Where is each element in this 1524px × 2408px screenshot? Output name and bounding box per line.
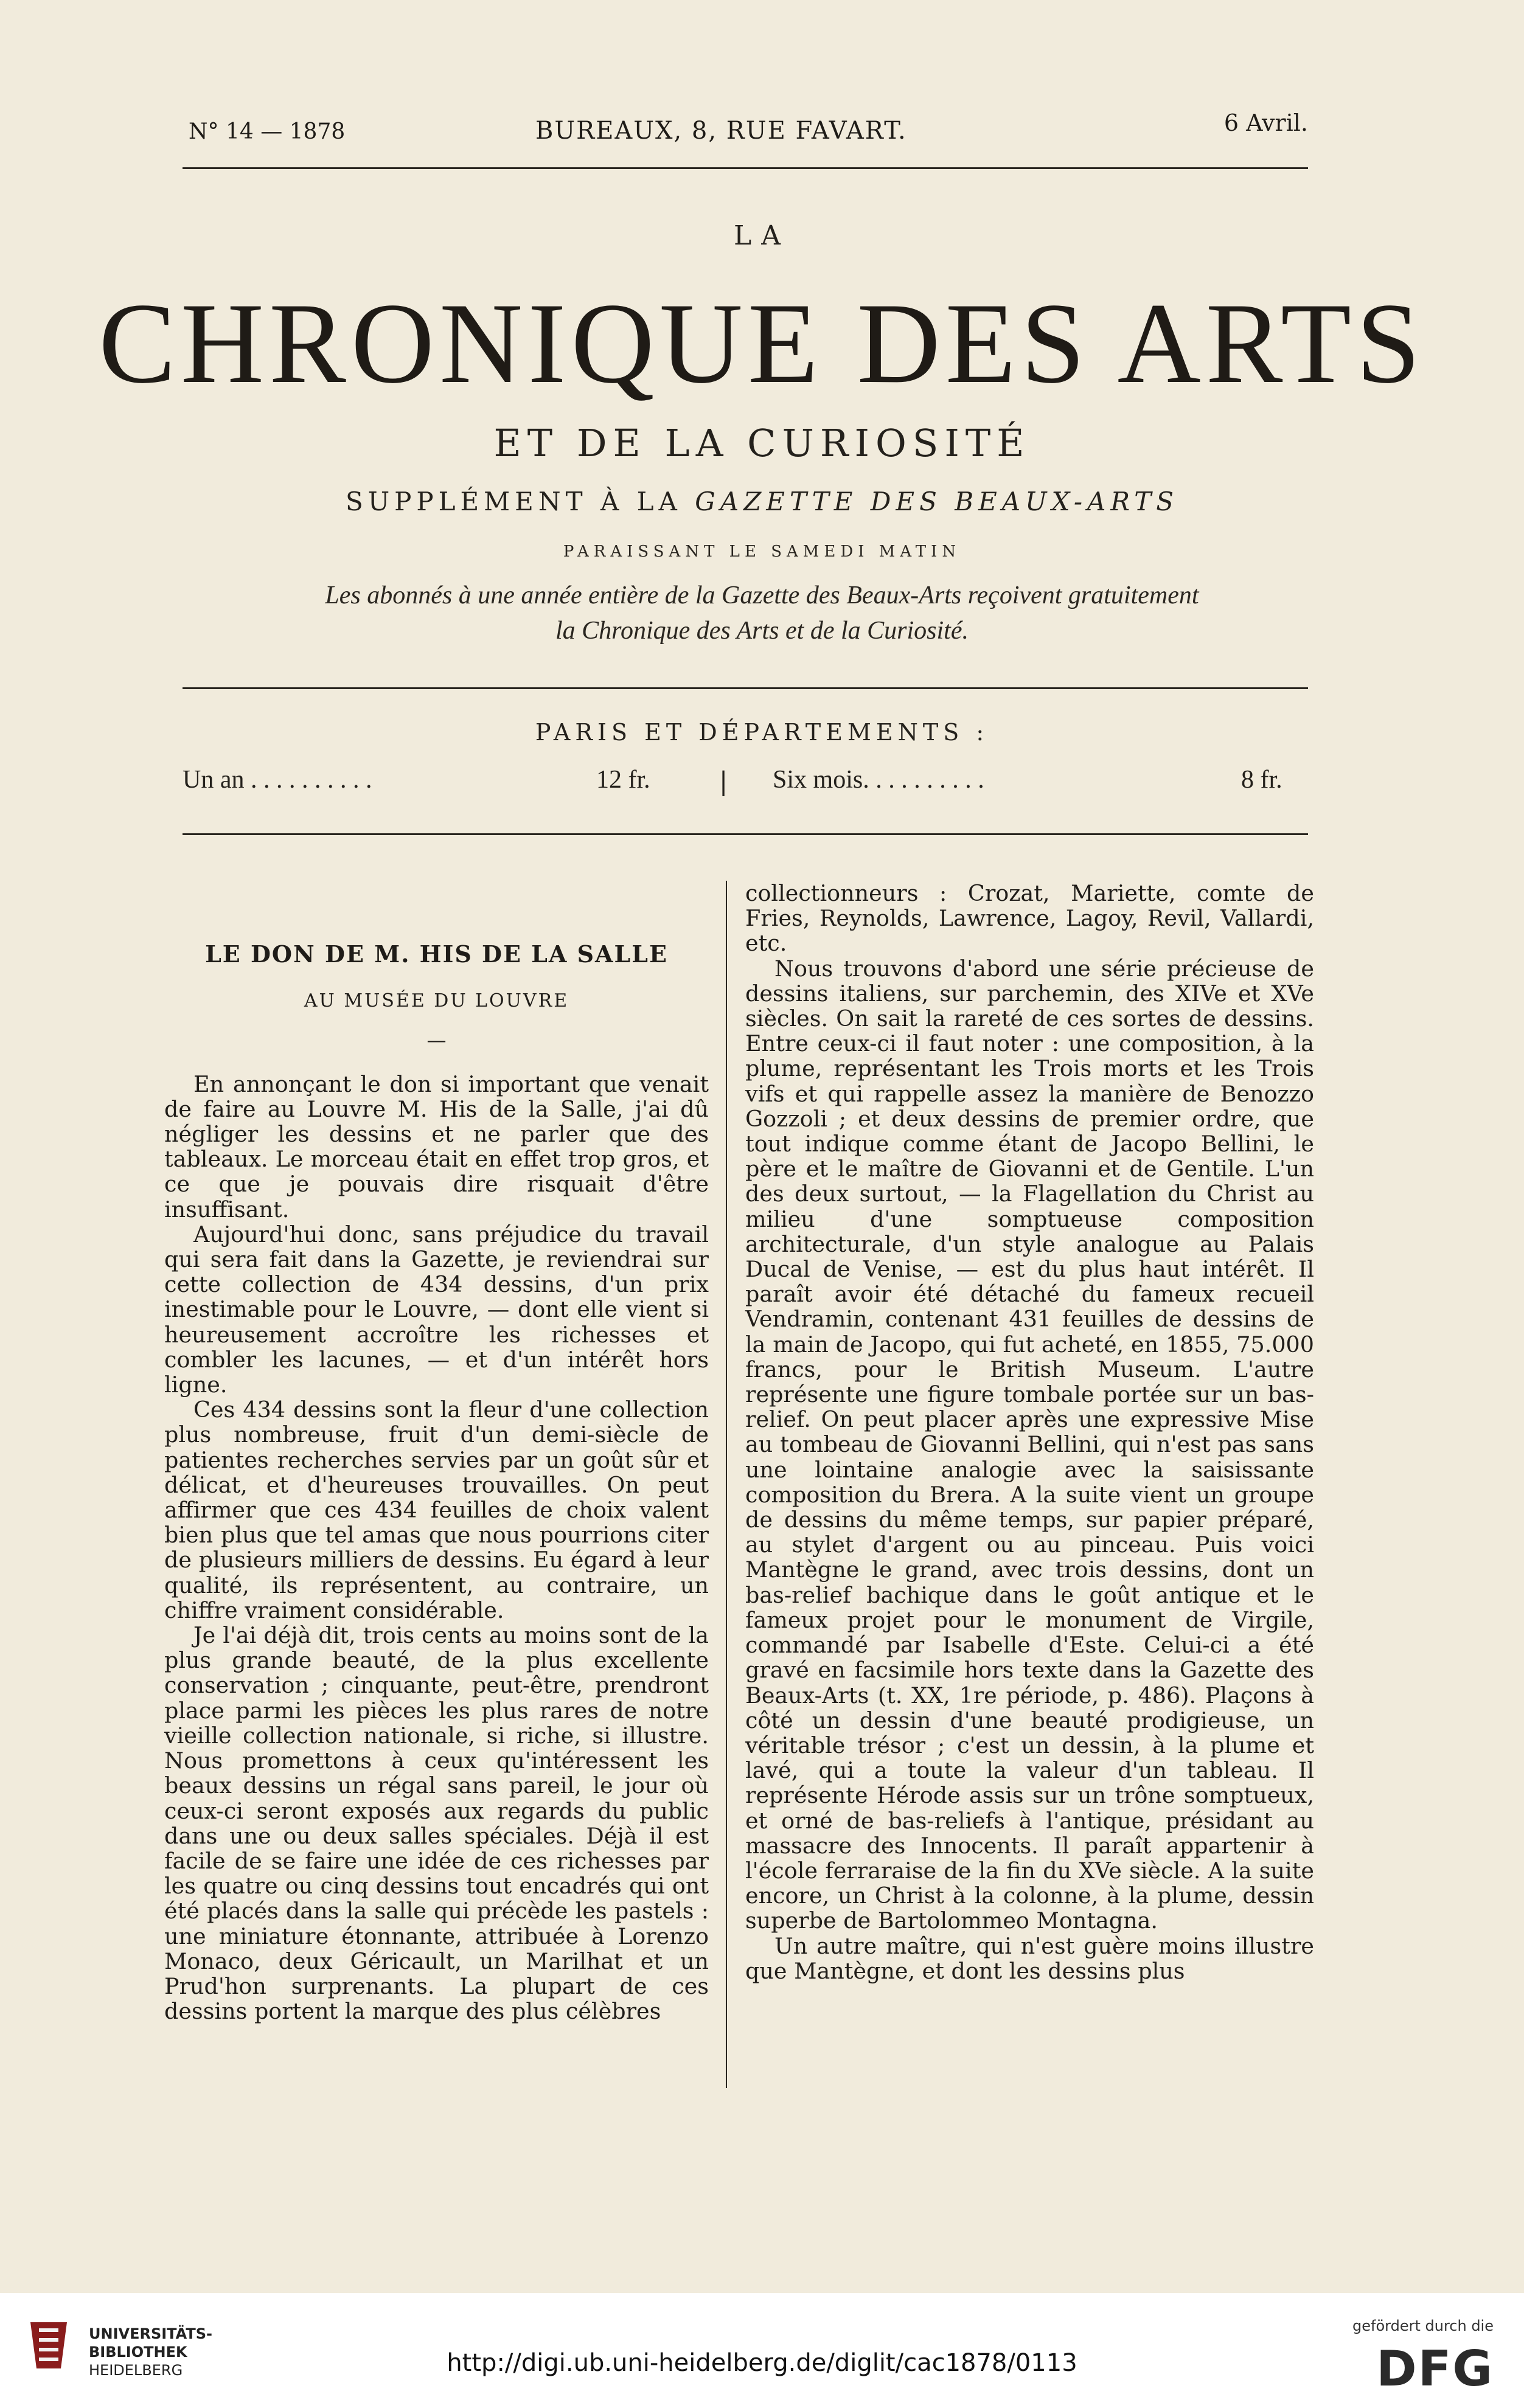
paragraph: Je l'ai déjà dit, trois cents au moins sont de la plus grande beauté, de la plus excellente conservation ; cinquante, peut-être, prendront place parmi les pièces les plus rares de notre vieille collection nationale, si riche, si illustre. Nous promettons à ceux qu'intéressent les beaux dessins un régal sans pareil, le jour où ceux-ci seront exposés aux regards du public dans une ou deux salles spéciales. Déjà il est facile de se faire une idée de ces richesses par les quatre ou cinq dessins tout encadrés qui ont été placés dans la salle qui précède les pastels : une miniature étonnante, attribuée à Lorenzo Monaco, deux Géricault, un Marilhat et un Prud'hon surprenants. La plupart de ces dessins portent la marque des plus célèbres <box>164 1622 709 2025</box>
column-divider <box>726 881 727 2088</box>
paragraph: Un autre maître, qui n'est guère moins illustre que Mantègne, et dont les dessins plus <box>745 1932 1314 1984</box>
header-rule <box>183 167 1308 169</box>
subscriber-notice <box>0 578 1524 648</box>
subscription-rule <box>183 833 1308 835</box>
paragraph: En annonçant le don si important que venait de faire au Louvre M. His de la Salle, j'ai dû négliger les dessins et ne parler que des tableaux. Le morceau était en effet trop gros, et ce que je pouvais dire risquait d'être insuffisant. <box>164 1070 709 1223</box>
supplement-gazette: GAZETTE DES BEAUX-ARTS <box>695 487 1179 516</box>
paragraph: Aujourd'hui donc, sans préjudice du travail qui sera fait dans la Gazette, je reviendrai sur cette collection de 434 dessins, d'un prix inestimable pour le Louvre, — dont elle vient si heureusement accroître les richesses et combler les lacunes, — et d'un intérêt hors ligne. <box>164 1221 709 1398</box>
year-subscription-price: 12 fr. <box>596 766 650 794</box>
price-separator: | <box>719 766 728 796</box>
issue-header <box>183 108 1308 157</box>
article-column-left <box>164 881 709 2024</box>
article-title: LE DON DE M. HIS DE LA SALLE <box>205 940 668 968</box>
six-month-subscription-label: Six mois. . . . . . . . . . <box>773 766 984 794</box>
subscription-heading: PARIS ET DÉPARTEMENTS : <box>535 719 989 746</box>
permalink-url[interactable]: http://digi.ub.uni-heidelberg.de/diglit/cac1878/0113 <box>447 2349 1077 2377</box>
paragraph: Nous trouvons d'abord une série précieuse de dessins italiens, sur parchemin, des XIVe et XVe siècles. On sait la rareté de ces sortes de dessins. Entre ceux-ci il faut noter : une composition, à la plume, représentant les Trois morts et les Trois vifs et qui rappelle assez la manière de Benozzo Gozzoli ; et deux dessins de premier ordre, que tout indique comme étant de Jacopo Bellini, le père et le maître de Giovanni et de Gentile. L'un des deux surtout, — la Flagellation du Christ au milieu d'une somptueuse composition architecturale, d'un style analogue au Palais Ducal de Venise, — est du plus haut intérêt. Il paraît avoir été détaché du fameux recueil Vendramin, contenant 431 feuilles de dessins de la main de Jacopo, qui fut acheté, en 1855, 75.000 francs, pour le British Museum. L'autre représente une figure tombale portée sur un bas-relief. On peut placer après une expressive Mise au tombeau de Giovanni Bellini, qui n'est pas sans une lointaine analogie avec la saisissante composition du Brera. A la suite vient un groupe de dessins du même temps, sur papier préparé, au stylet d'argent ou au pinceau. Puis voici Mantègne le grand, avec trois dessins, dont un bas-relief bachique dans le goût antique et le fameux projet pour le monument de Virgile, commandé par Isabelle d'Este. Celui-ci a été gravé en facsimile hors texte dans la Gazette des Beaux-Arts (t. XX, 1re période, p. 486). Plaçons à côté un dessin d'une beauté prodigieuse, un véritable trésor ; c'est un dessin, à la plume et lavé, qui a toute la valeur d'un tableau. Il représente Hérode assis sur un trône somptueux, et orné de bas-reliefs à l'antique, présidant au massacre des Innocents. Il paraît appartenir à l'école ferraraise de la fin du XVe siècle. A la suite encore, un Christ à la colonne, à la plume, dessin superbe de Bartolommeo Montagna. <box>745 955 1314 1934</box>
issue-number: N° 14 — 1878 <box>189 119 346 144</box>
library-line-2: BIBLIOTHEK <box>89 2344 187 2361</box>
library-line-3: HEIDELBERG <box>89 2362 183 2379</box>
dfg-logo: DFG <box>1376 2340 1494 2397</box>
article-subtitle: AU MUSÉE DU LOUVRE <box>304 990 569 1012</box>
article-column-right <box>745 881 1314 1983</box>
issue-date: 6 Avril. <box>1223 109 1308 136</box>
six-month-subscription-price: 8 fr. <box>1241 766 1282 794</box>
notice-line-2: la Chronique des Arts et de la Curiosité. <box>555 617 969 645</box>
office-address: BUREAUX, 8, RUE FAVART. <box>535 117 907 145</box>
article-dash: — <box>426 1029 447 1052</box>
masthead-article: LA <box>734 220 790 251</box>
masthead-title: CHRONIQUE DES ARTS <box>99 280 1425 408</box>
year-subscription-label: Un an . . . . . . . . . . <box>183 766 372 794</box>
publication-frequency: PARAISSANT LE SAMEDI MATIN <box>563 543 961 561</box>
supplement-prefix: SUPPLÉMENT À LA <box>345 487 682 516</box>
library-line-1: UNIVERSITÄTS- <box>89 2325 213 2342</box>
supplement-line <box>0 487 1524 516</box>
masthead-subtitle: ET DE LA CURIOSITÉ <box>493 421 1031 465</box>
digitization-footer <box>0 2293 1524 2408</box>
paragraph: Ces 434 dessins sont la fleur d'une collection plus nombreuse, fruit d'un demi-siècle de patientes recherches servies par un goût sûr et délicat, et d'heureuses trouvailles. On peut affirmer que ces 434 feuilles de choix valent bien plus que tel amas que nous pourrions citer de plusieurs milliers de dessins. Eu égard à leur qualité, ils représentent, au contraire, un chiffre vraiment considérable. <box>164 1397 709 1623</box>
notice-line-1: Les abonnés à une année entière de la Gazette des Beaux-Arts reçoivent gratuitement <box>325 581 1199 609</box>
masthead-rule <box>183 687 1308 689</box>
sponsor-caption: gefördert durch die <box>1352 2317 1494 2334</box>
paragraph: collectionneurs : Crozat, Mariette, comte de Fries, Reynolds, Lawrence, Lagoy, Revil, Vallardi, etc. <box>745 880 1314 957</box>
